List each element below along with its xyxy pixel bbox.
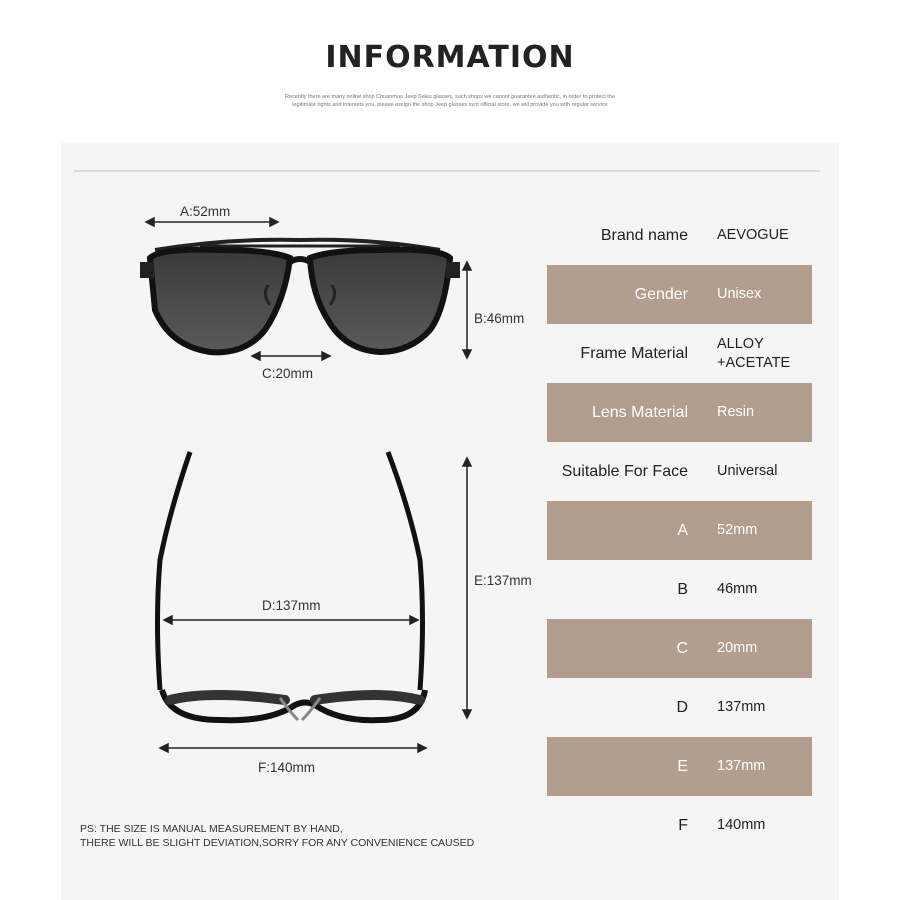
- spec-label: C: [676, 639, 688, 657]
- spec-label: Frame Material: [580, 344, 688, 362]
- sunglasses-front-view: [140, 240, 460, 353]
- dim-label-e: E:137mm: [474, 573, 532, 588]
- spec-row: [547, 442, 812, 501]
- spec-row: [547, 324, 812, 383]
- spec-row: [547, 678, 812, 737]
- spec-value: AEVOGUE: [717, 227, 789, 243]
- spec-value: 137mm: [717, 699, 766, 715]
- dim-label-b: B:46mm: [474, 311, 525, 326]
- spec-row: [547, 619, 812, 678]
- spec-value: 137mm: [717, 758, 766, 774]
- spec-label: A: [677, 521, 688, 539]
- spec-value: 52mm: [717, 522, 758, 538]
- dim-label-f: F:140mm: [258, 760, 316, 775]
- spec-row: [547, 737, 812, 796]
- spec-label: D: [676, 698, 688, 716]
- spec-value: ALLOY +ACETATE: [717, 335, 791, 371]
- dim-label-d: D:137mm: [262, 598, 321, 613]
- sunglasses-top-view: [158, 452, 426, 720]
- spec-value: Unisex: [717, 286, 762, 302]
- spec-value: Universal: [717, 463, 778, 479]
- spec-label: F: [678, 816, 688, 834]
- spec-label: Gender: [634, 285, 688, 303]
- spec-row: [547, 206, 812, 265]
- dim-label-c: C:20mm: [262, 366, 314, 381]
- page-title: INFORMATION: [325, 40, 575, 75]
- spec-row: [547, 560, 812, 619]
- spec-value: 46mm: [717, 581, 758, 597]
- page-subtitle: Recently there are many online shop Chuanmuo Jeep Sales glasses, such shops we cannot guarantee authentic, in order to protect the legitimate rights and interests you, please assign the shop Jeep glasses synt official store, we will provide you with regular service: [285, 94, 615, 108]
- spec-value: Resin: [717, 404, 755, 420]
- spec-row: [547, 383, 812, 442]
- spec-label: E: [677, 757, 688, 775]
- spec-row: [547, 796, 812, 855]
- note-line-1: PS: THE SIZE IS MANUAL MEASUREMENT BY HAND,: [80, 823, 343, 835]
- spec-label: Suitable For Face: [561, 462, 688, 480]
- spec-label: Lens Material: [591, 403, 688, 421]
- spec-value: 20mm: [717, 640, 758, 656]
- spec-label: Brand name: [600, 226, 688, 244]
- note-line-2: THERE WILL BE SLIGHT DEVIATION,SORRY FOR ANY CONVENIENCE CAUSED: [80, 837, 475, 849]
- spec-value: 140mm: [717, 817, 766, 833]
- dim-label-a: A:52mm: [180, 204, 231, 219]
- spec-row: [547, 265, 812, 324]
- spec-row: [547, 501, 812, 560]
- right-lens: [310, 250, 450, 352]
- spec-label: B: [677, 580, 688, 598]
- measurement-note: [80, 822, 474, 850]
